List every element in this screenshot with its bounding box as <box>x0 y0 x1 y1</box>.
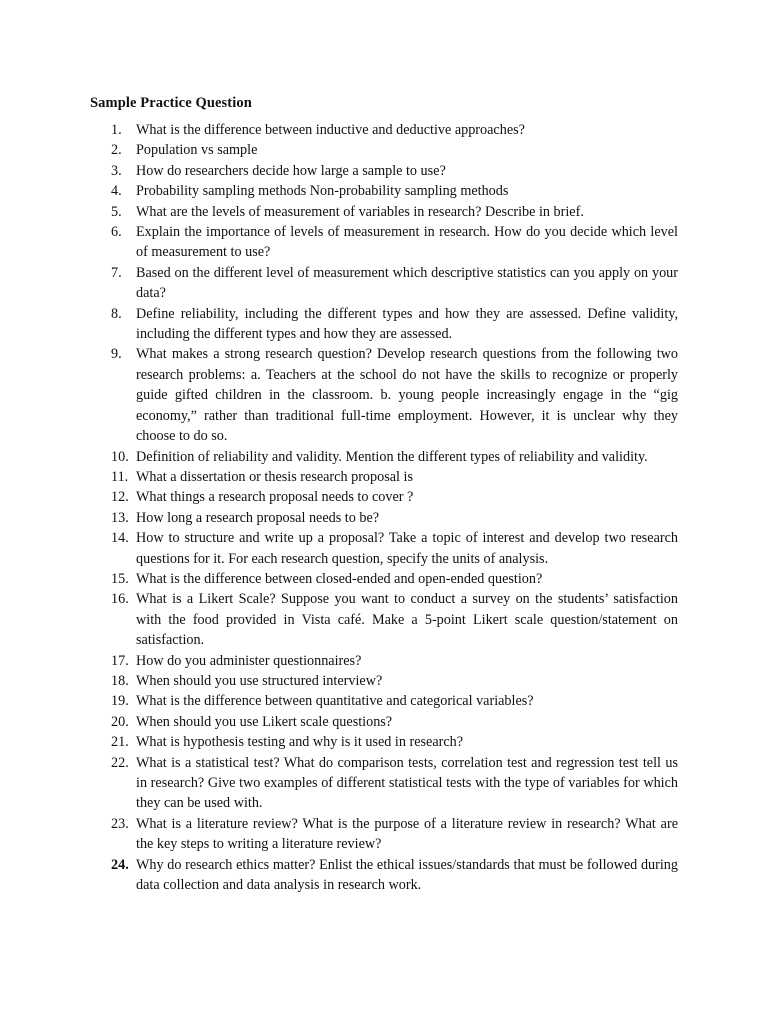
question-item <box>90 732 678 752</box>
question-number: 7. <box>111 264 122 281</box>
question-text: Definition of reliability and validity. Mention the different types of reliability and validity. <box>136 448 648 465</box>
question-number: 11. <box>111 468 129 485</box>
question-number: 2. <box>111 142 122 159</box>
question-text: What is a statistical test? What do comparison tests, correlation test and regression test tell us in research? Give two examples of different statistical tests with the type of variables for which they can be used with. <box>136 754 678 812</box>
question-number: 24. <box>111 856 129 873</box>
question-number: 17. <box>111 652 129 669</box>
question-text: What is a Likert Scale? Suppose you want to conduct a survey on the students’ satisfaction with the food provided in Vista café. Make a 5-point Likert scale question/statement on satisfaction. <box>136 591 678 649</box>
question-item <box>90 304 678 345</box>
document-title: Sample Practice Question <box>90 95 252 111</box>
question-item <box>90 487 678 507</box>
question-text: Explain the importance of levels of measurement in research. How do you decide which level of measurement to use? <box>136 224 678 261</box>
question-number: 20. <box>111 713 129 730</box>
question-item <box>90 712 678 732</box>
question-text: Based on the different level of measurement which descriptive statistics can you apply on your data? <box>136 264 678 302</box>
question-number: 19. <box>111 693 129 710</box>
question-item <box>90 651 678 671</box>
question-text: Why do research ethics matter? Enlist the ethical issues/standards that must be followed during data collection and data analysis in research work. <box>136 856 678 894</box>
question-item <box>90 691 678 711</box>
question-item <box>90 161 678 181</box>
question-text: How do researchers decide how large a sample to use? <box>136 162 446 179</box>
question-item <box>90 528 678 569</box>
question-item <box>90 202 678 222</box>
question-text: How long a research proposal needs to be? <box>136 509 380 526</box>
question-text: What is the difference between inductive and deductive approaches? <box>136 122 525 138</box>
question-number: 12. <box>111 489 129 506</box>
question-number: 23. <box>111 815 129 832</box>
question-item <box>90 344 678 446</box>
question-item <box>90 140 678 160</box>
question-number: 4. <box>111 183 122 200</box>
question-item <box>90 467 678 487</box>
question-text: What is a literature review? What is the purpose of a literature review in research? What are the key steps to writing a literature review? <box>136 815 678 853</box>
question-text: What makes a strong research question? Develop research questions from the following two research problems: a. Teachers at the school do not have the skills to recognize or properly guide gifted children in the classroom. b. young people increasingly engage in the “gig economy,” rather than traditional full-time employment. However, it is unclear why they choose to do so. <box>136 346 678 445</box>
question-item <box>90 181 678 201</box>
question-item <box>90 569 678 589</box>
question-text: What is hypothesis testing and why is it used in research? <box>136 734 464 751</box>
question-item <box>90 753 678 814</box>
question-text: Define reliability, including the different types and how they are assessed. Define validity, including the different types and how they are assessed. <box>136 305 678 343</box>
question-text: What things a research proposal needs to cover ? <box>136 489 414 506</box>
question-text: What is the difference between quantitative and categorical variables? <box>136 693 534 710</box>
question-number: 15. <box>111 570 129 587</box>
question-number: 13. <box>111 509 129 526</box>
question-item <box>90 855 678 896</box>
question-text: What are the levels of measurement of variables in research? Describe in brief. <box>136 203 584 220</box>
question-number: 22. <box>111 754 129 771</box>
question-item <box>90 263 678 304</box>
question-text: How to structure and write up a proposal? Take a topic of interest and develop two research questions for it. For each research question, specify the units of analysis. <box>136 530 678 567</box>
question-item <box>90 222 678 263</box>
question-number: 8. <box>111 305 122 322</box>
question-list <box>90 120 678 895</box>
question-item <box>90 589 678 650</box>
question-text: Probability sampling methods Non-probability sampling methods <box>136 183 509 200</box>
question-number: 3. <box>111 162 122 179</box>
question-number: 18. <box>111 672 129 689</box>
question-number: 9. <box>111 346 122 363</box>
question-item <box>90 814 678 855</box>
question-text: When should you use Likert scale questions? <box>136 713 393 730</box>
question-number: 6. <box>111 224 122 241</box>
question-text: When should you use structured interview? <box>136 672 383 689</box>
question-text: What a dissertation or thesis research proposal is <box>136 468 413 485</box>
question-text: How do you administer questionnaires? <box>136 652 362 669</box>
question-number: 21. <box>111 734 129 751</box>
question-item <box>90 120 678 140</box>
question-text: What is the difference between closed-ended and open-ended question? <box>136 570 543 587</box>
question-number: 14. <box>111 530 129 547</box>
question-item <box>90 671 678 691</box>
question-number: 5. <box>111 203 122 220</box>
question-number: 1. <box>111 122 122 138</box>
question-number: 10. <box>111 448 129 465</box>
question-item <box>90 447 678 467</box>
question-text: Population vs sample <box>136 142 258 159</box>
question-number: 16. <box>111 591 129 608</box>
question-item <box>90 508 678 528</box>
